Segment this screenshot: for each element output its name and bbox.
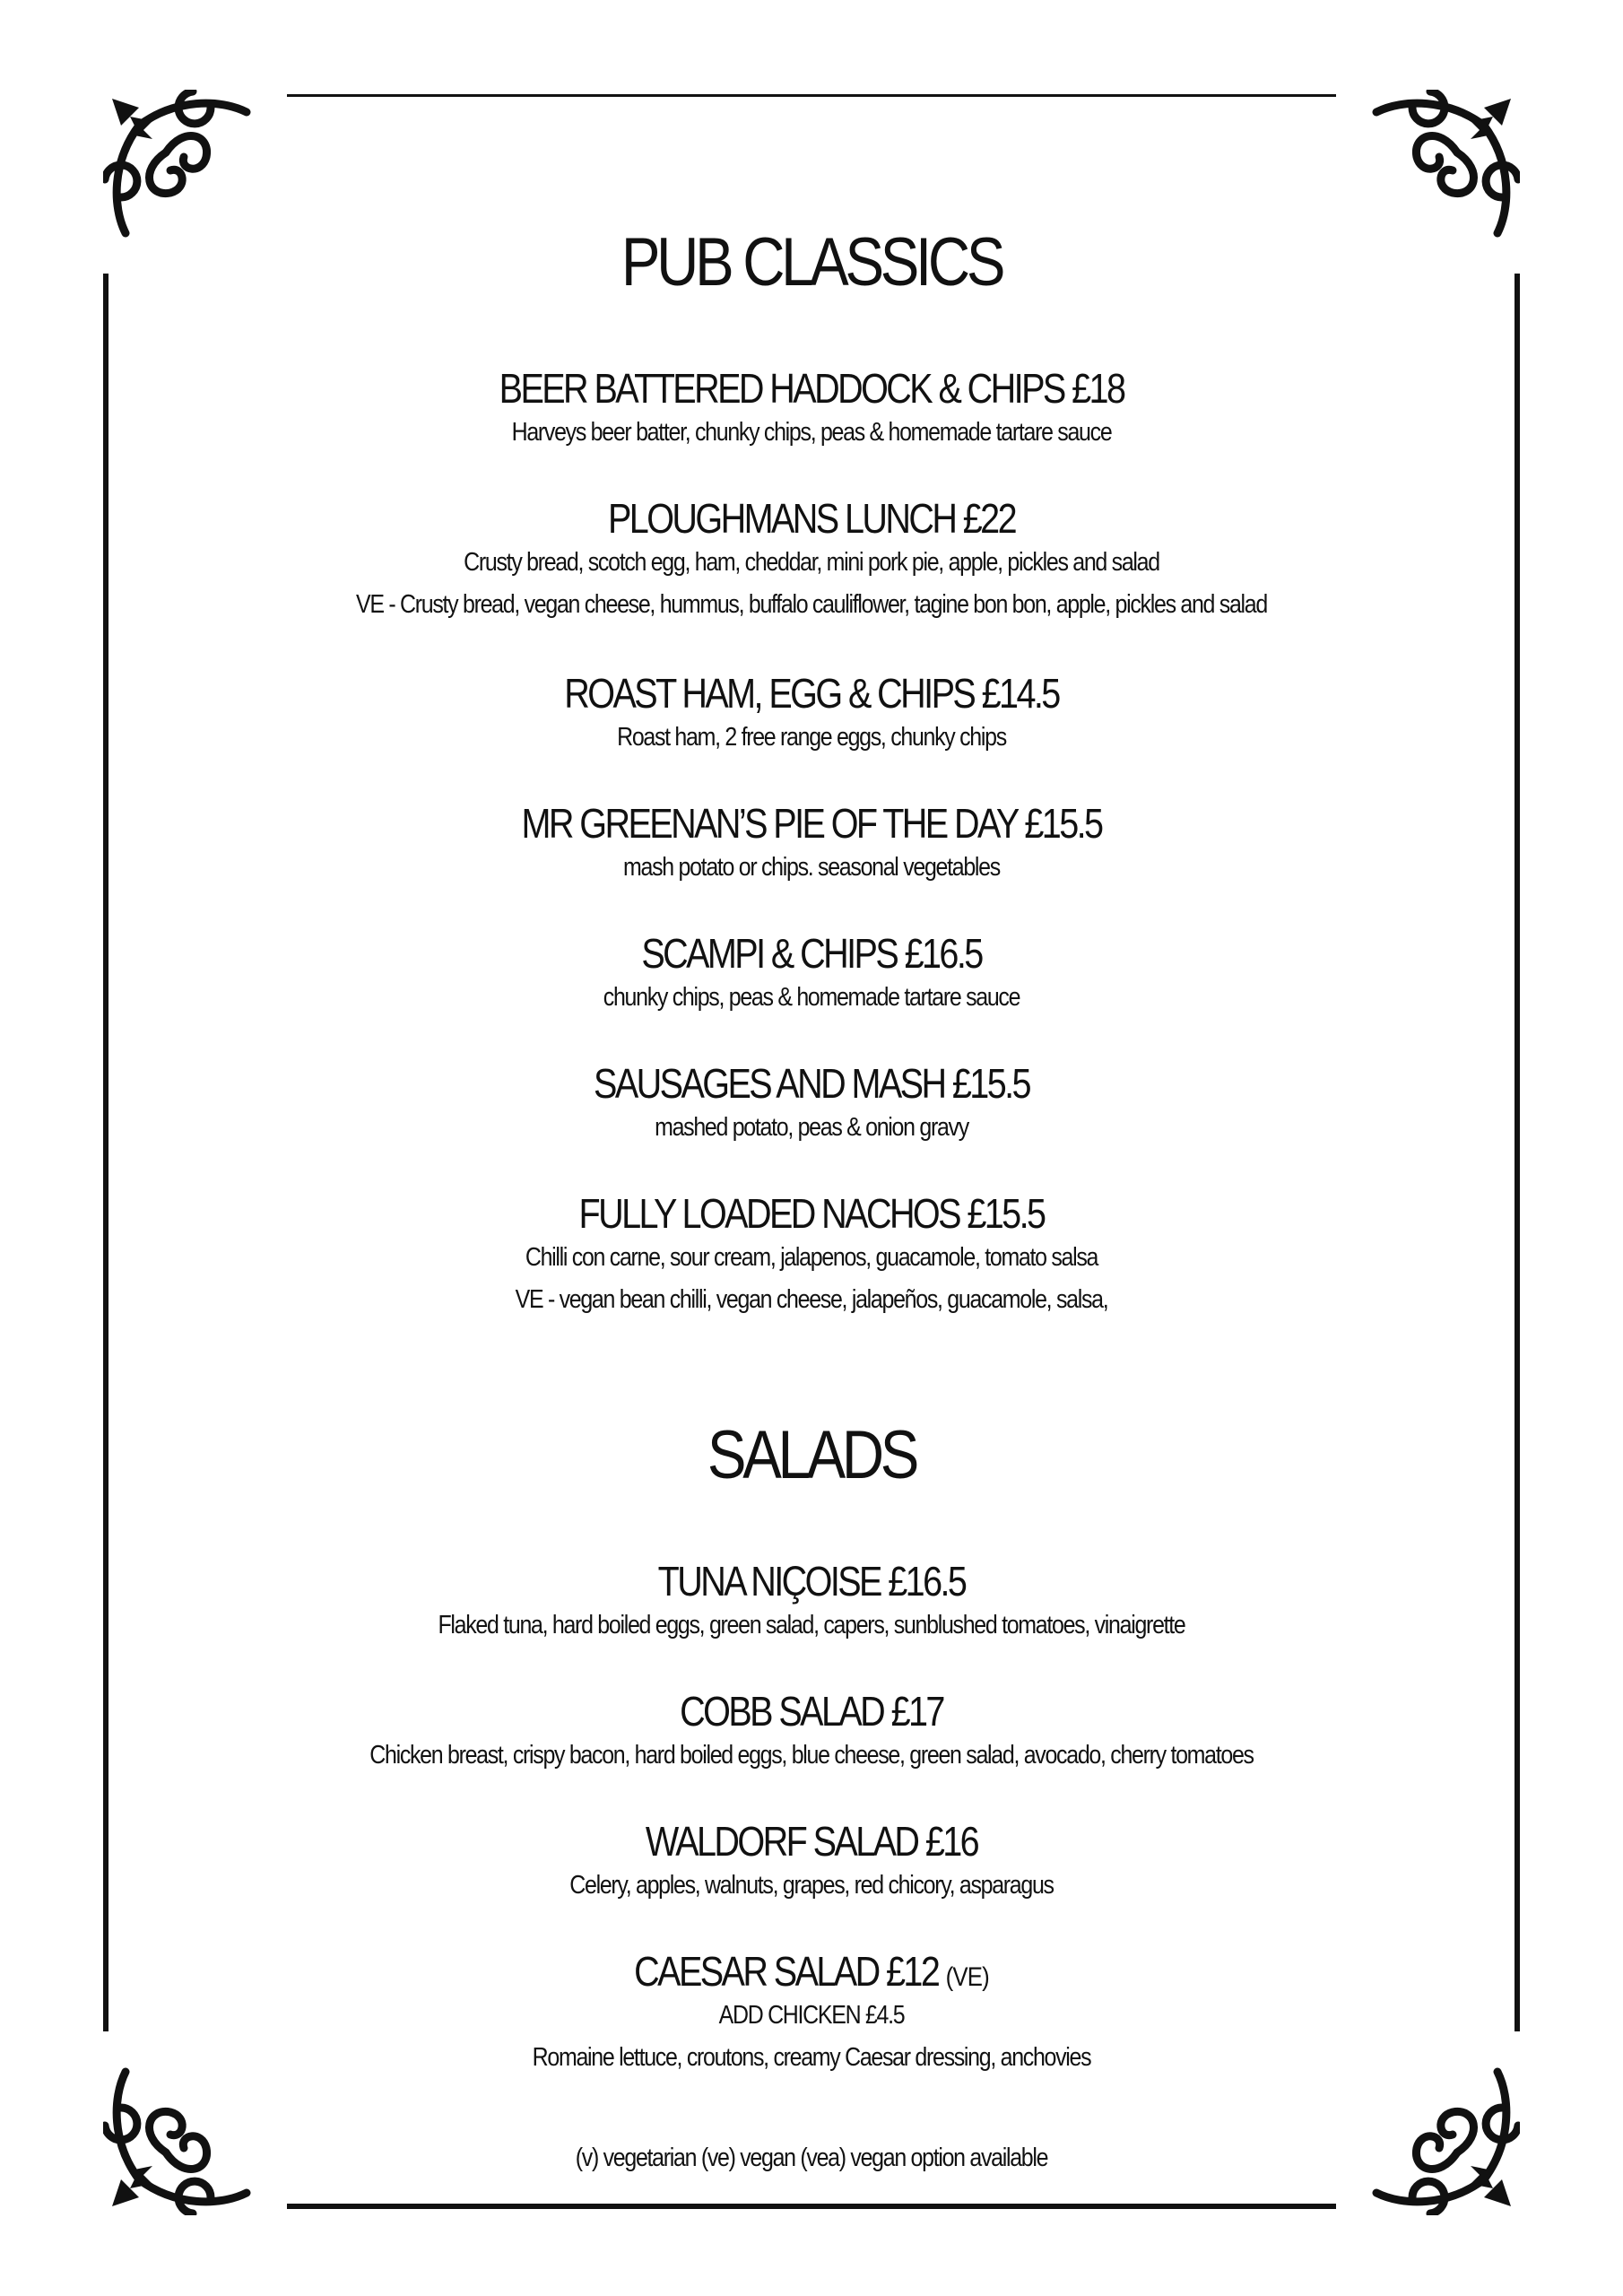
menu-item-title: SCAMPI & CHIPS £16.5 [641,930,982,977]
menu-item-description: Romaine lettuce, croutons, creamy Caesar dressing, anchovies [532,2043,1091,2072]
menu-item-title-text: CAESAR SALAD £12 [634,1948,939,1995]
menu-item [161,1190,1462,1314]
menu-item [161,1948,1462,2072]
section-title-salads: SALADS [707,1417,916,1493]
menu-item-title: BEER BATTERED HADDOCK & CHIPS £18 [499,365,1124,412]
menu-item [161,930,1462,1012]
menu-item-description: Harveys beer batter, chunky chips, peas & homemade tartare sauce [511,418,1112,447]
menu-item-title [253,1948,1371,1995]
menu-item-title: SAUSAGES AND MASH £15.5 [594,1060,1029,1107]
menu-item-description: mash potato or chips. seasonal vegetables [623,853,1000,882]
scroll-flourish-icon [103,2054,265,2215]
menu-item-description: Celery, apples, walnuts, grapes, red chicory, asparagus [569,1871,1054,1900]
menu-item-description: Chicken breast, crispy bacon, hard boiled eggs, blue cheese, green salad, avocado, cherry tomatoes [369,1741,1254,1770]
menu-item [161,365,1462,447]
scroll-flourish-icon [1358,90,1520,251]
menu-item-description: Roast ham, 2 free range eggs, chunky chips [617,723,1006,752]
menu-item-description: mashed potato, peas & onion gravy [655,1113,968,1142]
menu-item [161,800,1462,882]
scroll-flourish-icon [1358,2054,1520,2215]
menu-item [161,670,1462,752]
menu-item-title: COBB SALAD £17 [680,1688,943,1735]
menu-item-title: MR GREENAN’S PIE OF THE DAY £15.5 [521,800,1102,847]
menu-item-title: PLOUGHMANS LUNCH £22 [607,495,1016,542]
dietary-tag: (VE) [945,1962,989,1992]
menu-item [161,1818,1462,1900]
scroll-flourish-icon [103,90,265,251]
menu-item-description: VE - vegan bean chilli, vegan cheese, jalapeños, guacamole, salsa, [515,1285,1108,1314]
menu-item-title: ROAST HAM, EGG & CHIPS £14.5 [564,670,1059,717]
menu-item-addon: ADD CHICKEN £4.5 [718,2001,905,2030]
menu-item-description: Crusty bread, scotch egg, ham, cheddar, mini pork pie, apple, pickles and salad [464,548,1159,577]
menu-item-description: Chilli con carne, sour cream, jalapenos, guacamole, tomato salsa [525,1243,1098,1272]
menu-item [161,1558,1462,1639]
menu-item [161,495,1462,619]
dietary-key-note: (v) vegetarian (ve) vegan (vea) vegan option available [575,2144,1048,2172]
menu-item-description: Flaked tuna, hard boiled eggs, green salad, capers, sunblushed tomatoes, vinaigrette [438,1611,1185,1639]
menu-item-description: chunky chips, peas & homemade tartare sauce [603,983,1020,1012]
menu-item-description: VE - Crusty bread, vegan cheese, hummus, buffalo cauliflower, tagine bon bon, apple, pickles and salad [356,590,1267,619]
menu-item [161,1060,1462,1142]
menu-item-title: FULLY LOADED NACHOS £15.5 [578,1190,1045,1237]
section-title-pub-classics: PUB CLASSICS [621,224,1002,300]
menu-item-title: TUNA NIÇOISE £16.5 [657,1558,966,1605]
menu-item [161,1688,1462,1770]
menu-item-title: WALDORF SALAD £16 [645,1818,978,1865]
